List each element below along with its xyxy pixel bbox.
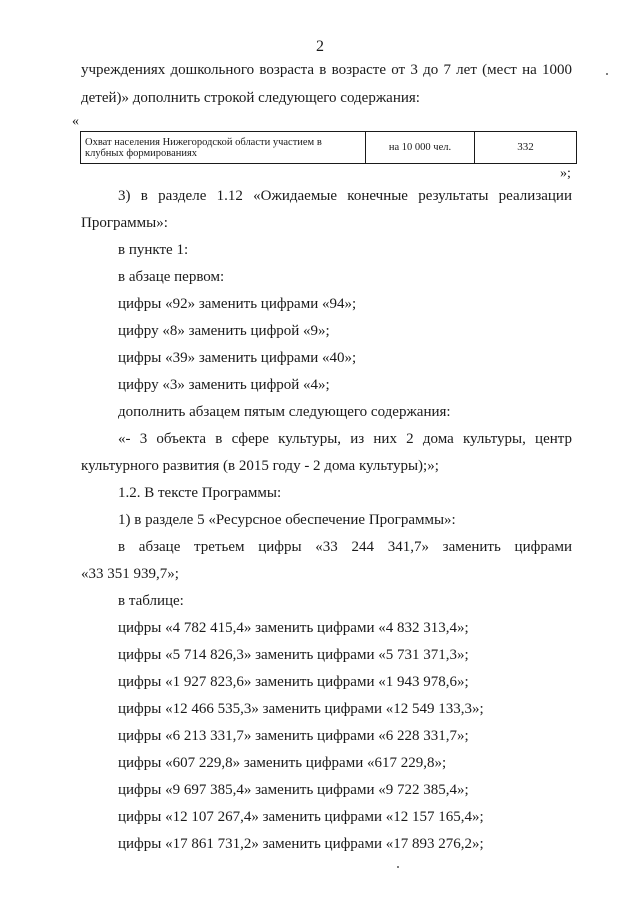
section-heading: 1) в разделе 5 «Ресурсное обеспечение Программы»: [118,512,456,528]
replacement-line: цифры «9 697 385,4» заменить цифрами «9 722 385,4»; [118,782,469,798]
text-line: детей)» дополнить строкой следующего содержания: [81,90,420,106]
scan-speck [606,73,608,75]
replacement-line: цифры «6 213 331,7» заменить цифрами «6 228 331,7»; [118,728,469,744]
list-item: цифру «3» заменить цифрой «4»; [118,377,330,393]
replacement-line: цифры «4 782 415,4» заменить цифрами «4 832 313,4»; [118,620,469,636]
section-3-line: Программы»: [81,215,168,231]
section-3-line: 3) в разделе 1.12 «Ожидаемые конечные результаты реализации [118,188,572,204]
opening-quote: « [72,114,79,129]
page-number: 2 [316,38,324,55]
table-row [81,132,577,164]
paragraph-line: «33 351 939,7»; [81,566,179,582]
replacement-line: цифры «17 861 731,2» заменить цифрами «17 893 276,2»; [118,836,484,852]
table-cell-indicator: Охват населения Нижегородской области участием в клубных формированиях [81,132,366,164]
list-item: цифру «8» заменить цифрой «9»; [118,323,330,339]
replacement-line: цифры «12 107 267,4» заменить цифрами «12 157 165,4»; [118,809,484,825]
list-item: цифры «39» заменить цифрами «40»; [118,350,357,366]
list-item: в пункте 1: [118,242,189,258]
replacement-line: цифры «5 714 826,3» заменить цифрами «5 731 371,3»; [118,647,469,663]
indicator-table [80,131,577,164]
table-cell-unit: на 10 000 чел. [366,132,475,164]
replacement-line: цифры «12 466 535,3» заменить цифрами «12 549 133,3»; [118,701,484,717]
replacement-line: цифры «607 229,8» заменить цифрами «617 229,8»; [118,755,447,771]
list-item: цифры «92» заменить цифрами «94»; [118,296,357,312]
list-item: дополнить абзацем пятым следующего содержания: [118,404,451,420]
table-cell-value: 332 [475,132,577,164]
paragraph-line: в абзаце третьем цифры «33 244 341,7» заменить цифрами [118,539,572,555]
text-line: учреждениях дошкольного возраста в возрасте от 3 до 7 лет (мест на 1000 [81,62,572,78]
addition-line: «- 3 объекта в сфере культуры, из них 2 дома культуры, центр [118,431,572,447]
list-item: в таблице: [118,593,184,609]
closing-quote: »; [560,166,571,181]
replacement-line: цифры «1 927 823,6» заменить цифрами «1 943 978,6»; [118,674,469,690]
addition-line: культурного развития (в 2015 году - 2 дома культуры);»; [81,458,439,474]
list-item: в абзаце первом: [118,269,225,285]
section-heading: 1.2. В тексте Программы: [118,485,282,501]
scan-speck [397,866,399,868]
